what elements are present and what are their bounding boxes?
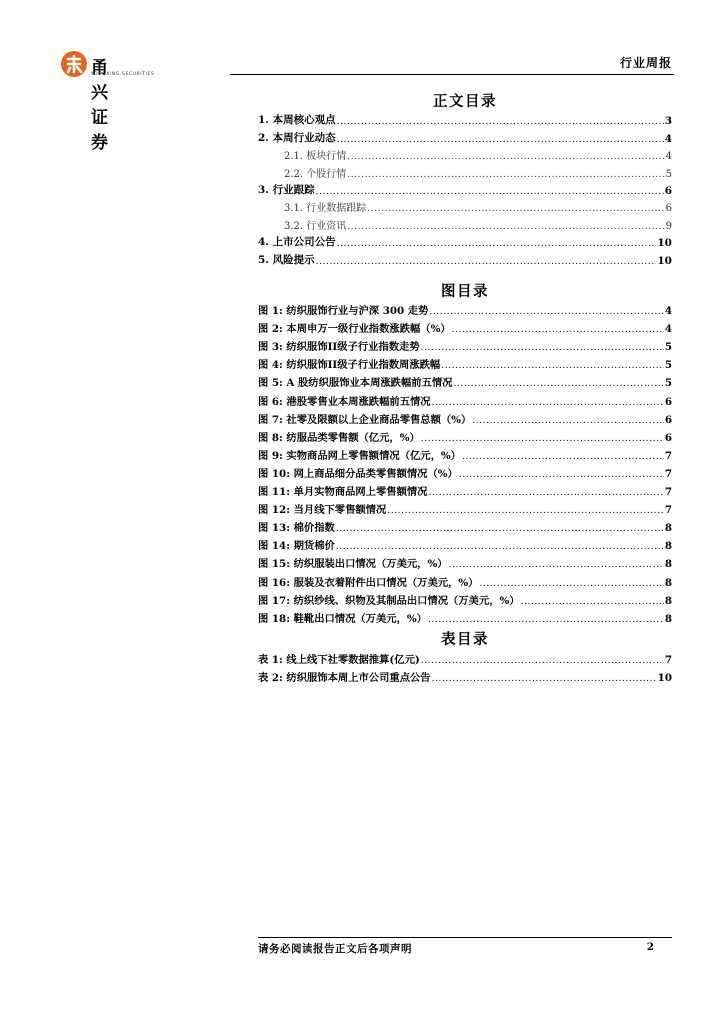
dot-leader [452,322,664,332]
entry-label: 图 7: 社零及限额以上企业商品零售总额（%） [258,413,472,426]
dot-leader [459,467,664,477]
entry-page-number: 4 [664,132,672,145]
figure-entry[interactable] [258,371,672,389]
yongxing-logo-icon [60,50,88,78]
table-entry[interactable] [258,666,672,684]
dot-leader [453,376,663,386]
figure-entry[interactable] [258,389,672,407]
entry-page-number: 10 [657,237,672,250]
dot-leader [337,236,657,246]
dot-leader [421,653,664,663]
dot-leader [336,521,664,531]
entry-page-number: 8 [664,612,672,625]
entry-label: 图 16: 服装及衣着附件出口情况（万美元，%） [258,576,479,589]
figure-entry[interactable] [258,534,672,552]
header-divider [230,74,674,75]
entry-label: 1. 本周核心观点 [258,114,336,127]
dot-leader [428,612,664,622]
figure-entry[interactable] [258,516,672,534]
dot-leader [337,132,664,142]
entry-page-number: 10 [657,254,672,267]
figure-entry[interactable] [258,408,672,426]
dot-leader [432,395,664,405]
entry-label: 2. 本周行业动态 [258,131,336,144]
figure-entry[interactable] [258,317,672,335]
figure-entry[interactable] [258,552,672,570]
entry-page-number: 8 [664,576,672,589]
entry-label: 表 1: 线上线下社零数据推算(亿元) [258,654,420,667]
dot-leader [479,576,663,586]
entry-page-number: 8 [664,594,672,607]
entry-page-number: 6 [664,395,672,408]
toc-entry[interactable] [258,180,672,197]
entry-label: 图 2: 本周申万一级行业指数涨跌幅（%） [258,323,451,336]
entry-label: 5. 风险提示 [258,253,315,266]
dot-leader [472,413,664,423]
dot-leader [421,340,664,350]
entry-page-number: 5 [665,168,672,180]
entry-label: 图 5: A 股纺织服饰业本周涨跌幅前五情况 [258,377,453,390]
entry-label: 图 4: 纺织服饰II级子行业指数周涨跌幅 [258,359,441,372]
entry-label: 图 9: 实物商品网上零售额情况（亿元，%） [258,449,461,462]
entry-page-number: 6 [664,413,672,426]
figure-entry[interactable] [258,480,672,498]
dot-leader [387,503,664,513]
toc-title: 正文目录 [433,93,497,110]
entry-page-number: 8 [664,558,672,571]
entry-label: 图 17: 纺织纱线、织物及其制品出口情况（万美元，%） [258,594,520,607]
dot-leader [336,539,664,549]
dot-leader [347,219,664,229]
entry-label: 图 12: 当月线下零售额情况 [258,504,387,517]
figure-entry[interactable] [258,335,672,353]
entry-page-number: 7 [664,504,672,517]
entry-label: 图 10: 网上商品细分品类零售额情况（%） [258,467,458,480]
entry-page-number: 8 [664,540,672,553]
entry-label: 图 6: 港股零售业本周涨跌幅前五情况 [258,395,431,408]
figure-entry[interactable] [258,498,672,516]
dot-leader [429,304,663,314]
dot-leader [347,167,664,177]
dot-leader [462,449,664,459]
entry-label: 表 2: 纺织服饰本周上市公司重点公告 [258,672,431,685]
footer-disclaimer: 请务必阅读报告正文后各项声明 [258,943,412,955]
entry-page-number: 6 [664,184,672,197]
entry-label: 图 13: 棉价指数 [258,522,335,535]
dot-leader [449,557,664,567]
figure-entry[interactable] [258,444,672,462]
toc-entry[interactable] [258,249,672,266]
entry-page-number: 6 [665,203,672,215]
entry-page-number: 10 [657,672,672,685]
table-entry[interactable] [258,648,672,666]
entry-label: 图 15: 纺织服装出口情况（万美元，%） [258,558,448,571]
entry-label: 图 11: 单月实物商品网上零售额情况 [258,486,428,499]
tables-list [258,648,672,684]
figure-entry[interactable] [258,426,672,444]
figure-entry[interactable] [258,462,672,480]
figure-entry[interactable] [258,607,672,625]
dot-leader [347,149,664,159]
entry-page-number: 7 [664,467,672,480]
entry-label: 图 1: 纺织服饰行业与沪深 300 走势 [258,305,429,318]
entry-page-number: 8 [664,522,672,535]
toc-entry[interactable] [258,162,672,179]
toc-entry[interactable] [258,214,672,231]
entry-label: 2.2. 个股行情 [284,168,347,180]
entry-page-number: 5 [664,359,672,372]
figures-title: 图目录 [441,283,489,300]
entry-label: 图 14: 期货棉价 [258,540,335,553]
dot-leader [316,254,657,264]
dot-leader [316,184,664,194]
entry-page-number: 4 [664,323,672,336]
entry-page-number: 7 [664,654,672,667]
logo-text: 甬兴证券 [91,58,109,153]
entry-label: 3.2. 行业资讯 [284,220,347,232]
toc-list [258,110,672,267]
figure-entry[interactable] [258,299,672,317]
entry-page-number: 5 [664,341,672,354]
entry-label: 4. 上市公司公告 [258,236,336,249]
page-number: 2 [646,941,654,953]
dot-leader [521,594,664,604]
figure-entry[interactable] [258,570,672,588]
toc-entry[interactable] [258,232,672,249]
figures-list [258,299,672,625]
entry-label: 图 3: 纺织服饰II级子行业指数走势 [258,341,420,354]
entry-page-number: 9 [665,220,672,232]
figure-entry[interactable] [258,353,672,371]
dot-leader [367,201,664,211]
entry-label: 3.1. 行业数据跟踪 [284,203,367,215]
footer-divider [258,937,672,938]
logo-subtitle: YONGXING SECURITIES [91,72,155,77]
tables-title: 表目录 [441,631,489,648]
entry-page-number: 5 [664,377,672,390]
toc-entry[interactable] [258,145,672,162]
entry-label: 2.1. 板块行情 [284,151,347,163]
figure-entry[interactable] [258,589,672,607]
report-type-label: 行业周报 [619,56,672,70]
entry-page-number: 7 [664,486,672,499]
entry-page-number: 7 [664,449,672,462]
dot-leader [421,431,664,441]
toc-entry[interactable] [258,110,672,127]
dot-leader [432,671,657,681]
entry-page-number: 6 [664,431,672,444]
entry-label: 图 18: 鞋靴出口情况（万美元，%） [258,612,427,625]
entry-label: 图 8: 纺服品类零售额（亿元，%） [258,431,420,444]
toc-entry[interactable] [258,197,672,214]
toc-entry[interactable] [258,127,672,144]
entry-page-number: 4 [665,151,672,163]
entry-page-number: 4 [664,305,672,318]
dot-leader [441,358,664,368]
entry-label: 3. 行业跟踪 [258,183,315,196]
dot-leader [428,485,663,495]
dot-leader [337,114,664,124]
entry-page-number: 3 [664,115,672,128]
